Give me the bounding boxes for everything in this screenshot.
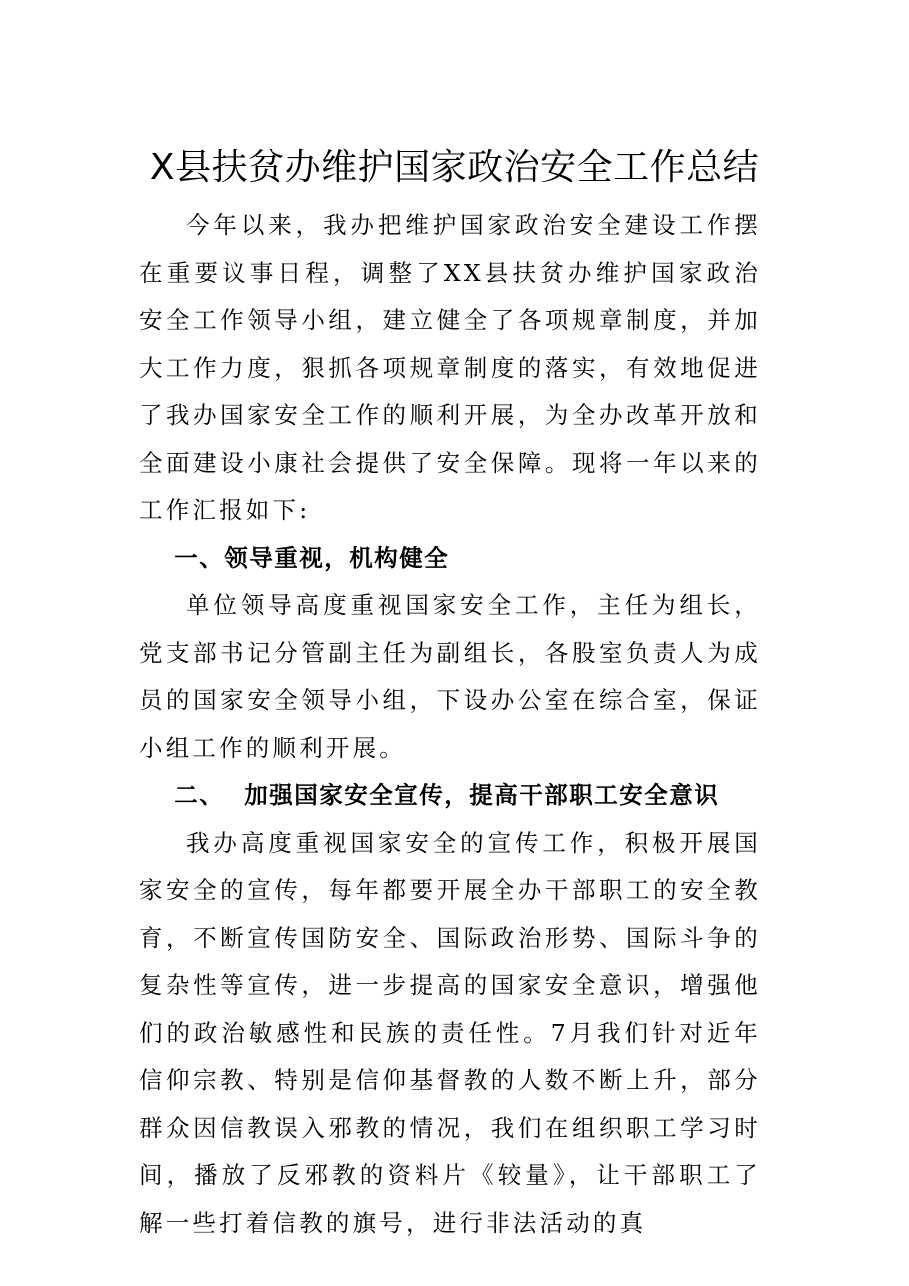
section-2-heading-text: 加强国家安全宣传，提高干部职工安全意识 bbox=[244, 781, 720, 809]
section-1-paragraph: 单位领导高度重视国家安全工作，主任为组长，党支部书记分管副主任为副组长，各股室负责人为成员的国家安全领导小组，下设办公室在综合室，保证小组工作的顺利开展。 bbox=[139, 591, 761, 762]
intro-paragraph: 今年以来，我办把维护国家政治安全建设工作摆在重要议事日程，调整了XX县扶贫办维护国家政治安全工作领导小组，建立健全了各项规章制度，并加大工作力度，狠抓各项规章制度的落实，有效地促进了我办国家安全工作的顺利开展，为全办改革开放和全面建设小康社会提供了安全保障。现将一年以来的工作汇报如下: bbox=[139, 211, 761, 524]
document-body bbox=[139, 202, 761, 1247]
section-2-heading bbox=[139, 772, 761, 820]
section-2-paragraph: 我办高度重视国家安全的宣传工作，积极开展国家安全的宣传，每年都要开展全办干部职工的安全教育，不断宣传国防安全、国际政治形势、国际斗争的复杂性等宣传，进一步提高的国家安全意识，增强他们的政治敏感性和民族的责任性。7月我们针对近年信仰宗教、特别是信仰基督教的人数不断上升，部分群众因信教误入邪教的情况，我们在组织职工学习时间，播放了反邪教的资料片《较量》，让干部职工了解一些打着信教的旗号，进行非法活动的真 bbox=[139, 828, 761, 1237]
section-1-heading: 一、领导重视，机构健全 bbox=[174, 543, 450, 572]
section-2-heading-number: 二、 bbox=[174, 781, 225, 809]
document-title: X县扶贫办维护国家政治安全工作总结 bbox=[149, 147, 760, 188]
